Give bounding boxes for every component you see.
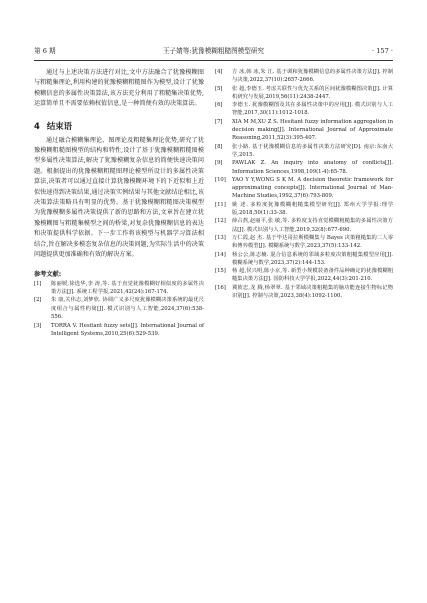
reference-item: [11] 姚 述. 多粒度犹豫模糊粗糙集模型研究[J]. 郑州大学学报:理学版,2018,50(1):33-38.	[215, 201, 393, 217]
reference-item: [14] 杨公公,陈志楠. 混合信息系统的邻域多粒度决策粗糙集模型应用[J]. 模糊系统与数学,2023,37(2):144-153.	[215, 251, 393, 266]
section-heading	[34, 120, 204, 132]
running-title: 王子婧等:犹豫模糊粗糙图模型研究	[162, 47, 265, 55]
section-title: 结束语	[46, 120, 72, 131]
reference-item: [10] YAO Y Y,WONG S K M. A decision theoretic framework for approximating concepts[J]. International Journal of Man-Machine Studies,1992,37(6):793-809.	[215, 176, 393, 200]
reference-item: [13] 万仁霞,赵 杰. 基于毕达哥拉斯模糊集与 Bayes 决策粗糙集的二人零和博弈模型[J]. 模糊系统与数学,2023,37(5):133-142.	[215, 234, 393, 250]
reference-item: [7] XIA M M,XU Z S. Hesitant fuzzy information aggregation in decision making[J]. International Journal of Approximate Reasoning,2011,52(3):395-407.	[215, 118, 393, 142]
reference-item: [6] 李德玉. 犹豫模糊图及其在多属性决策中的应用[J]. 模式识别与人工智能,2017,30(11):1012-1018.	[215, 102, 393, 117]
reference-item: [9] PAWLAK Z. An inquiry into anatomy of conflicts[J]. Information Sciences,1998,109(1-4):65-78.	[215, 160, 393, 175]
header-rule	[34, 60, 393, 61]
left-column	[34, 68, 204, 338]
reference-item: [5] 张 超,李德玉. 考虑关联性与优先关系的区间犹豫模糊图决策[J]. 计算机研究与发展,2019,56(11):2438-2447.	[215, 85, 393, 100]
intro-paragraph: 通过与上述决策方法进行对比,文中方法融合了犹豫模糊图与粗糙集理论,利用构建的犹豫模糊粗糙图作为模型,设计了犹豫模糊信息的多属性决策算法,该方法充分利用了粗糙集决策优势,运算简单且不需要依赖权值信息,是一种简便有效的决策算法。	[34, 69, 204, 108]
reference-item: [4] 方 冰,韩 冰,朱 江. 基于调和犹豫模糊信息的多属性决策方法[J]. 控制与决策,2022,37(10):2657-2666.	[215, 69, 393, 84]
page-number: · 157 ·	[372, 47, 393, 55]
conclusion-paragraph: 通过融合模糊集理论、图理论及粗糙集理论优势,研究了犹豫模糊粗糙图模型的结构和特性,设计了基于犹豫模糊粗糙图模型多属性决策算法,解决了犹豫模糊复杂信息的简便快速决策问题。根据提出的犹豫模糊粗糙图理论模型所设计的多属性决策算法,决策者可以通过直接计算犹豫模糊环境下的下近似和上近似快速得到决策结果,通过决策实例结果与其他文献结论相比,该决策算法策略具有明显的优势。基于犹豫模糊粗糙图决策模型为犹豫模糊多属性决策提供了新的思路和方法,文章旨在建立犹豫模糊图与粗糙集模型之间的桥梁,对复杂犹豫模糊信息的表达和决策提供科学依据。下一步工作将该模型与机器学习算法相结合,旨在解决多模态复杂信息的决策问题,为实际生活中的决策问题提供更加准确和有效的解决方案。	[34, 136, 204, 259]
issue-number: 第 6 期	[34, 47, 56, 55]
reference-item: [2] 朱 康,关伟志,刘梦欣. 协调广义多尺度犹豫模糊决策系统的最优尺度组合与属性约简[J]. 模式识别与人工智能,2024,37(6):538-556.	[34, 297, 204, 321]
reference-item: [1] 陈丽媛,徐选华,李 涛,等. 基于直觉犹豫模糊好相似度的多属性决策方法[J]. 系统工程学报,2021,42(24):167-174.	[34, 280, 204, 295]
reference-item: [8] 张小路. 基于犹豫模糊信息的多属性决策方法研究[D]. 南京:东南大学,2015.	[215, 143, 393, 158]
section-number: 4	[34, 120, 40, 131]
reference-item: [16] 冀彼忠,龙 腾,杨翠翠. 基于邻域决策粗糙集的脑功能连接生物标记物识别[J]. 控制与决策,2023,38(4):1092-1100.	[215, 284, 393, 300]
reference-item: [15] 杨 超,侯兴明,陈小京,等. 新型小规模装备备件品种确定的犹豫模糊粗糙集决策方法[J]. 国防科技大学学报,2022,44(3):201-210.	[215, 268, 393, 283]
references-heading: 参考文献:	[34, 270, 62, 278]
running-header	[34, 44, 393, 58]
right-column	[215, 68, 393, 300]
reference-item: [3] TORRA V. Hesitant fuzzy sets[J]. International Journal of Intelligent Systems,2010,25(6):529-539.	[34, 322, 204, 337]
reference-item: [12] 薛占熬,赵丽平,张 敏,等. 多粒度支持直觉模糊粗糙集的多属性决策方法[J]. 模式识别与人工智能,2019,32(8):677-690.	[215, 218, 393, 233]
